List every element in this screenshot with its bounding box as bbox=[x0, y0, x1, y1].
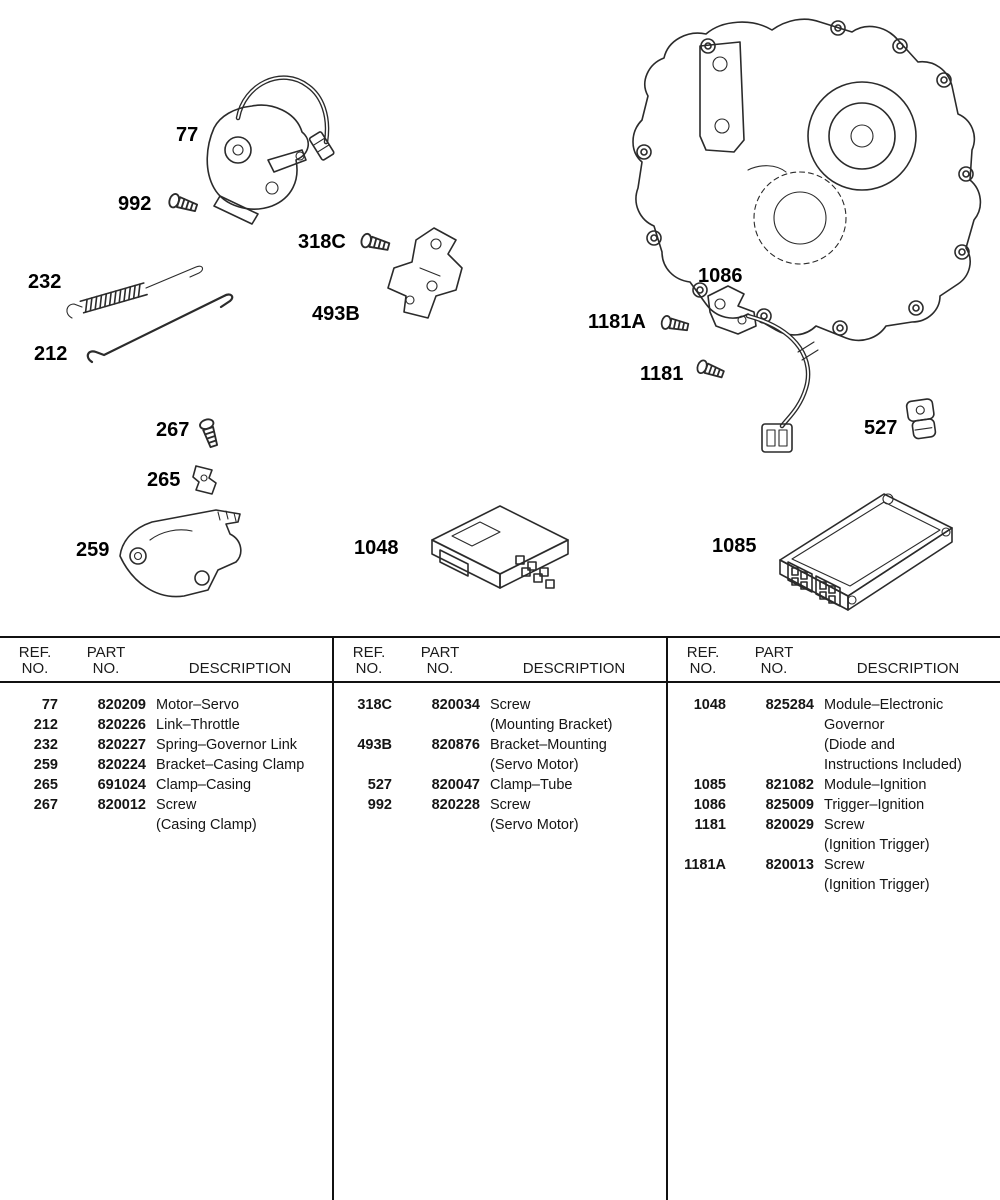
table-row-line bbox=[6, 695, 332, 715]
description-cell: (Casing Clamp) bbox=[156, 817, 257, 833]
table-row-line bbox=[6, 815, 332, 835]
description-cell: (Servo Motor) bbox=[490, 757, 579, 773]
ref-no-cell: 1048 bbox=[693, 697, 726, 713]
ref-no-cell: 527 bbox=[367, 777, 392, 793]
ref-no-cell: 259 bbox=[33, 757, 58, 773]
table-row-line bbox=[6, 775, 332, 795]
table-group bbox=[334, 638, 668, 1200]
ref-no-cell: 265 bbox=[33, 777, 58, 793]
description-cell: (Servo Motor) bbox=[490, 817, 579, 833]
table-row-line bbox=[340, 735, 666, 755]
part-label-1181A: 1181A bbox=[588, 311, 646, 333]
part-label-77: 77 bbox=[176, 124, 199, 146]
ref-no-cell bbox=[674, 875, 726, 895]
description-cell: Screw bbox=[490, 797, 531, 813]
table-row-line bbox=[6, 715, 332, 735]
description-cell: Bracket–Casing Clamp bbox=[156, 757, 305, 773]
part-no-cell: 691024 bbox=[97, 777, 146, 793]
ref-no-cell: 1181A bbox=[684, 857, 726, 873]
description-cell: Governor bbox=[824, 717, 885, 733]
part-no-cell bbox=[392, 715, 480, 735]
part-no-cell: 825284 bbox=[765, 697, 814, 713]
ref-no-cell bbox=[674, 755, 726, 775]
description-cell: (Mounting Bracket) bbox=[490, 717, 613, 733]
part-label-1048: 1048 bbox=[354, 537, 399, 559]
table-header bbox=[668, 638, 1000, 683]
description-cell: Instructions Included) bbox=[824, 757, 962, 773]
table-row-line bbox=[674, 735, 1000, 755]
part-no-cell bbox=[392, 755, 480, 775]
description-header: DESCRIPTION bbox=[856, 660, 960, 677]
table-group bbox=[668, 638, 1000, 1200]
ref-no-cell bbox=[340, 815, 392, 835]
description-cell: Module–Electronic bbox=[824, 697, 944, 713]
table-group-body bbox=[334, 683, 666, 835]
part-no-cell: 820034 bbox=[431, 697, 480, 713]
ref-no-cell: 267 bbox=[33, 797, 58, 813]
part-no-cell: 820012 bbox=[97, 797, 146, 813]
ref-no-cell: 1181 bbox=[694, 817, 726, 833]
part-no-cell bbox=[726, 715, 814, 735]
part-label-232: 232 bbox=[28, 271, 62, 293]
part-no-header: PART NO. bbox=[420, 644, 460, 677]
ref-no-cell bbox=[340, 715, 392, 735]
table-row-line bbox=[674, 795, 1000, 815]
part-no-cell: 820209 bbox=[97, 697, 146, 713]
part-label-318C: 318C bbox=[298, 231, 346, 253]
part-label-259: 259 bbox=[76, 539, 110, 561]
table-row-line bbox=[6, 755, 332, 775]
ref-no-cell: 77 bbox=[41, 697, 58, 713]
ref-no-cell bbox=[674, 715, 726, 735]
part-no-cell bbox=[726, 835, 814, 855]
part-no-cell: 820876 bbox=[431, 737, 480, 753]
description-cell: Screw bbox=[824, 857, 865, 873]
part-no-cell: 820029 bbox=[765, 817, 814, 833]
description-cell: Screw bbox=[490, 697, 531, 713]
parts-table bbox=[0, 636, 1000, 1200]
table-row-line bbox=[674, 855, 1000, 875]
part-label-265: 265 bbox=[147, 469, 181, 491]
table-header bbox=[0, 638, 332, 683]
table-row-line bbox=[674, 755, 1000, 775]
table-row-line bbox=[340, 755, 666, 775]
description-cell: Link–Throttle bbox=[156, 717, 240, 733]
part-label-992: 992 bbox=[118, 193, 152, 215]
part-no-cell: 820227 bbox=[97, 737, 146, 753]
part-no-cell bbox=[58, 815, 146, 835]
description-cell: (Ignition Trigger) bbox=[824, 877, 930, 893]
description-cell: Trigger–Ignition bbox=[824, 797, 925, 813]
table-row-line bbox=[674, 695, 1000, 715]
part-no-cell: 820013 bbox=[765, 857, 814, 873]
table-group-body bbox=[0, 683, 332, 835]
ref-no-cell bbox=[6, 815, 58, 835]
description-cell: Clamp–Tube bbox=[490, 777, 573, 793]
table-row-line bbox=[340, 815, 666, 835]
ref-no-cell bbox=[340, 755, 392, 775]
table-row-line bbox=[340, 715, 666, 735]
table-header bbox=[334, 638, 666, 683]
table-row-line bbox=[674, 815, 1000, 835]
part-no-cell bbox=[726, 755, 814, 775]
ref-no-header: REF. NO. bbox=[686, 644, 720, 677]
table-row-line bbox=[674, 835, 1000, 855]
ref-no-cell: 232 bbox=[33, 737, 58, 753]
description-cell: Motor–Servo bbox=[156, 697, 240, 713]
ref-no-header: REF. NO. bbox=[352, 644, 386, 677]
part-no-header: PART NO. bbox=[754, 644, 794, 677]
description-header: DESCRIPTION bbox=[188, 660, 292, 677]
ref-no-cell bbox=[674, 835, 726, 855]
description-cell: Spring–Governor Link bbox=[156, 737, 298, 753]
table-row-line bbox=[674, 775, 1000, 795]
table-row-line bbox=[6, 735, 332, 755]
ref-no-cell: 992 bbox=[367, 797, 392, 813]
description-header: DESCRIPTION bbox=[522, 660, 626, 677]
ref-no-cell: 1085 bbox=[693, 777, 726, 793]
part-label-212: 212 bbox=[34, 343, 68, 365]
description-cell: Clamp–Casing bbox=[156, 777, 252, 793]
part-no-cell: 820047 bbox=[431, 777, 480, 793]
description-cell: (Ignition Trigger) bbox=[824, 837, 930, 853]
table-row-line bbox=[674, 875, 1000, 895]
description-cell: Module–Ignition bbox=[824, 777, 927, 793]
table-row-line bbox=[674, 715, 1000, 735]
ref-no-cell: 1086 bbox=[693, 797, 726, 813]
table-group-body bbox=[668, 683, 1000, 895]
part-label-1085: 1085 bbox=[712, 535, 757, 557]
ref-no-cell: 493B bbox=[357, 737, 392, 753]
part-label-493B: 493B bbox=[312, 303, 360, 325]
part-no-cell: 825009 bbox=[765, 797, 814, 813]
description-cell: Screw bbox=[156, 797, 197, 813]
table-row-line bbox=[340, 695, 666, 715]
part-no-header: PART NO. bbox=[86, 644, 126, 677]
part-label-267: 267 bbox=[156, 419, 190, 441]
table-row-line bbox=[6, 795, 332, 815]
part-label-527: 527 bbox=[864, 417, 898, 439]
table-row-line bbox=[340, 795, 666, 815]
description-cell: Bracket–Mounting bbox=[490, 737, 607, 753]
part-label-1086: 1086 bbox=[698, 265, 743, 287]
table-row-line bbox=[340, 775, 666, 795]
part-no-cell: 820224 bbox=[97, 757, 146, 773]
description-cell: (Diode and bbox=[824, 737, 895, 753]
part-no-cell bbox=[392, 815, 480, 835]
part-no-cell bbox=[726, 735, 814, 755]
ref-no-cell bbox=[674, 735, 726, 755]
part-no-cell: 821082 bbox=[765, 777, 814, 793]
description-cell: Screw bbox=[824, 817, 865, 833]
ref-no-cell: 318C bbox=[357, 697, 392, 713]
table-group bbox=[0, 638, 334, 1200]
ref-no-cell: 212 bbox=[33, 717, 58, 733]
part-label-1181: 1181 bbox=[640, 363, 684, 385]
part-no-cell: 820228 bbox=[431, 797, 480, 813]
part-no-cell bbox=[726, 875, 814, 895]
ref-no-header: REF. NO. bbox=[18, 644, 52, 677]
part-no-cell: 820226 bbox=[97, 717, 146, 733]
